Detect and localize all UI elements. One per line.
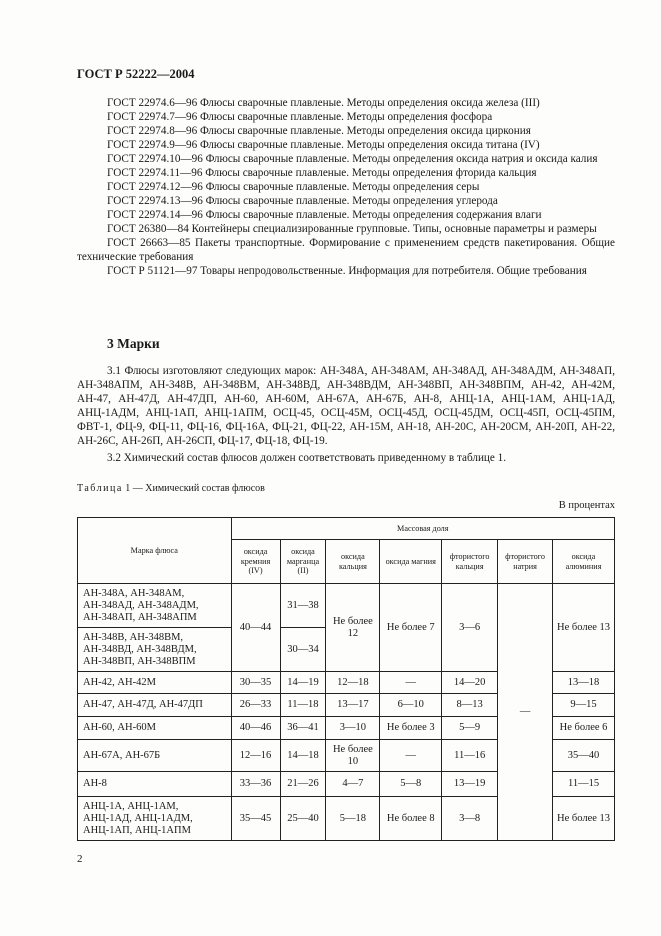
table-cell: 4—7 <box>326 772 380 797</box>
table-cell-brand: АН-8 <box>78 772 232 797</box>
table-cell: 33—36 <box>231 772 280 797</box>
column-header: оксида кальция <box>326 540 380 584</box>
paragraph-3-1: 3.1 Флюсы изготовляют следующих марок: АН-348А, АН-348АМ, АН-348АД, АН-348АДМ, АН-348АП, АН-348АПМ, АН-348В, АН-348ВМ, АН-348ВД, АН-348ВДМ, АН-348ВП, АН-348ВПМ, АН-42, АН-42М, АН-47, АН-47Д, АН-47ДП, АН-60, АН-60М, АН-67А, АН-67Б, АН-8, АНЦ-1А, АНЦ-1АМ, АНЦ-1АД, АНЦ-1АДМ, АНЦ-1АП, АНЦ-1АПМ, ОСЦ-45, ОСЦ-45М, ОСЦ-45Д, ОСЦ-45ДМ, ОСЦ-45П, ОСЦ-45ПМ, ФВТ-1, ФЦ-9, ФЦ-11, ФЦ-16, ФЦ-16А, ФЦ-21, ФЦ-22, АН-15М, АН-18, АН-20С, АН-20СМ, АН-20П, АН-22, АН-26С, АН-26П, АН-26СП, ФЦ-17, ФЦ-18, ФЦ-19. <box>77 365 615 448</box>
table-cell: Не более 3 <box>380 717 442 740</box>
table-cell: 9—15 <box>553 694 615 717</box>
table-cell-brand: АНЦ-1А, АНЦ-1АМ, АНЦ-1АД, АНЦ-1АДМ, АНЦ-1АП, АНЦ-1АПМ <box>78 797 232 841</box>
table-cell: 8—13 <box>442 694 498 717</box>
section-title: 3 Марки <box>107 336 160 351</box>
reference-item: ГОСТ 22974.14—96 Флюсы сварочные плавленые. Методы определения содержания влаги <box>107 209 542 221</box>
column-header: оксида алюминия <box>553 540 615 584</box>
reference-item: ГОСТ 22974.9—96 Флюсы сварочные плавленые. Методы определения оксида титана (IV) <box>107 139 540 151</box>
reference-item: ГОСТ 22974.8—96 Флюсы сварочные плавленые. Методы определения оксида циркония <box>107 125 531 137</box>
reference-item: ГОСТ 22974.12—96 Флюсы сварочные плавленые. Методы определения серы <box>107 181 480 193</box>
table-cell: 40—44 <box>231 584 280 672</box>
table-cell: 5—8 <box>380 772 442 797</box>
table-cell: 26—33 <box>231 694 280 717</box>
reference-item: ГОСТ 26380—84 Контейнеры специализированные групповые. Типы, основные параметры и размеры <box>107 223 597 235</box>
composition-table <box>77 517 615 841</box>
table-cell-brand: АН-348А, АН-348АМ, АН-348АД, АН-348АДМ, АН-348АП, АН-348АПМ <box>78 584 232 628</box>
table-unit: В процентах <box>558 500 615 511</box>
page-number: 2 <box>77 853 83 865</box>
table-caption <box>77 483 265 494</box>
table-cell-brand: АН-67А, АН-67Б <box>78 740 232 772</box>
table-cell: 12—18 <box>326 672 380 694</box>
table-cell-merged: — <box>498 584 553 841</box>
column-header: оксида кремния (IV) <box>231 540 280 584</box>
table-cell: 6—10 <box>380 694 442 717</box>
table-cell: 14—18 <box>280 740 326 772</box>
reference-list <box>77 96 615 278</box>
table-cell: 14—19 <box>280 672 326 694</box>
table-cell: 3—10 <box>326 717 380 740</box>
table-cell: 31—38 <box>280 584 326 628</box>
table-cell: 11—18 <box>280 694 326 717</box>
table-cell: Не более 13 <box>553 584 615 672</box>
table-cell: 30—34 <box>280 628 326 672</box>
table-cell: 13—18 <box>553 672 615 694</box>
reference-item: ГОСТ 26663—85 Пакеты транспортные. Формирование с применением средств пакетирования. Общие технические требования <box>77 237 615 263</box>
table-cell: 25—40 <box>280 797 326 841</box>
table-cell: 11—15 <box>553 772 615 797</box>
table-cell-brand: АН-42, АН-42М <box>78 672 232 694</box>
reference-item: ГОСТ Р 51121—97 Товары непродовольственные. Информация для потребителя. Общие требования <box>107 265 587 277</box>
table-cell: Не более 7 <box>380 584 442 672</box>
table-caption-text: 1 — Химический состав флюсов <box>122 483 265 494</box>
table-cell-brand: АН-60, АН-60М <box>78 717 232 740</box>
column-group-header: Массовая доля <box>231 518 614 540</box>
table-cell: 13—17 <box>326 694 380 717</box>
table-cell: 11—16 <box>442 740 498 772</box>
table-row <box>78 584 615 628</box>
column-header: оксида магния <box>380 540 442 584</box>
table-cell: 13—19 <box>442 772 498 797</box>
reference-item: ГОСТ 22974.6—96 Флюсы сварочные плавленые. Методы определения оксида железа (III) <box>107 97 540 109</box>
table-cell: — <box>380 740 442 772</box>
table-cell: 35—45 <box>231 797 280 841</box>
table-cell: 5—18 <box>326 797 380 841</box>
table-header-row <box>78 518 615 540</box>
table-cell: 5—9 <box>442 717 498 740</box>
column-header: фтористого кальция <box>442 540 498 584</box>
section-body <box>77 364 615 465</box>
column-header: фтористого натрия <box>498 540 553 584</box>
paragraph-3-2: 3.2 Химический состав флюсов должен соответствовать приведенному в таблице 1. <box>107 451 507 464</box>
table-cell: 14—20 <box>442 672 498 694</box>
column-header: оксида марганца (II) <box>280 540 326 584</box>
reference-item: ГОСТ 22974.7—96 Флюсы сварочные плавленые. Методы определения фосфора <box>107 111 493 123</box>
table-cell: 40—46 <box>231 717 280 740</box>
table-cell-brand: АН-348В, АН-348ВМ, АН-348ВД, АН-348ВДМ, АН-348ВП, АН-348ВПМ <box>78 628 232 672</box>
table-cell: Не более 10 <box>326 740 380 772</box>
table-cell: 3—8 <box>442 797 498 841</box>
table-cell: Не более 8 <box>380 797 442 841</box>
reference-item: ГОСТ 22974.10—96 Флюсы сварочные плавленые. Методы определения оксида натрия и оксида калия <box>107 153 598 165</box>
reference-item: ГОСТ 22974.13—96 Флюсы сварочные плавленые. Методы определения углерода <box>107 195 498 207</box>
column-header-brand: Марка флюса <box>78 518 232 584</box>
table-cell: 36—41 <box>280 717 326 740</box>
table-cell: 3—6 <box>442 584 498 672</box>
table-cell: 21—26 <box>280 772 326 797</box>
reference-item: ГОСТ 22974.11—96 Флюсы сварочные плавленые. Методы определения фторида кальция <box>107 167 537 179</box>
table-cell: Не более 6 <box>553 717 615 740</box>
table-cell: Не более 13 <box>553 797 615 841</box>
table-cell: 12—16 <box>231 740 280 772</box>
table-cell: — <box>380 672 442 694</box>
table-cell: 30—35 <box>231 672 280 694</box>
table-cell-brand: АН-47, АН-47Д, АН-47ДП <box>78 694 232 717</box>
table-cell: 35—40 <box>553 740 615 772</box>
table-caption-prefix: Таблица <box>77 483 123 494</box>
table-cell: Не более 12 <box>326 584 380 672</box>
document-header: ГОСТ Р 52222—2004 <box>77 67 195 81</box>
